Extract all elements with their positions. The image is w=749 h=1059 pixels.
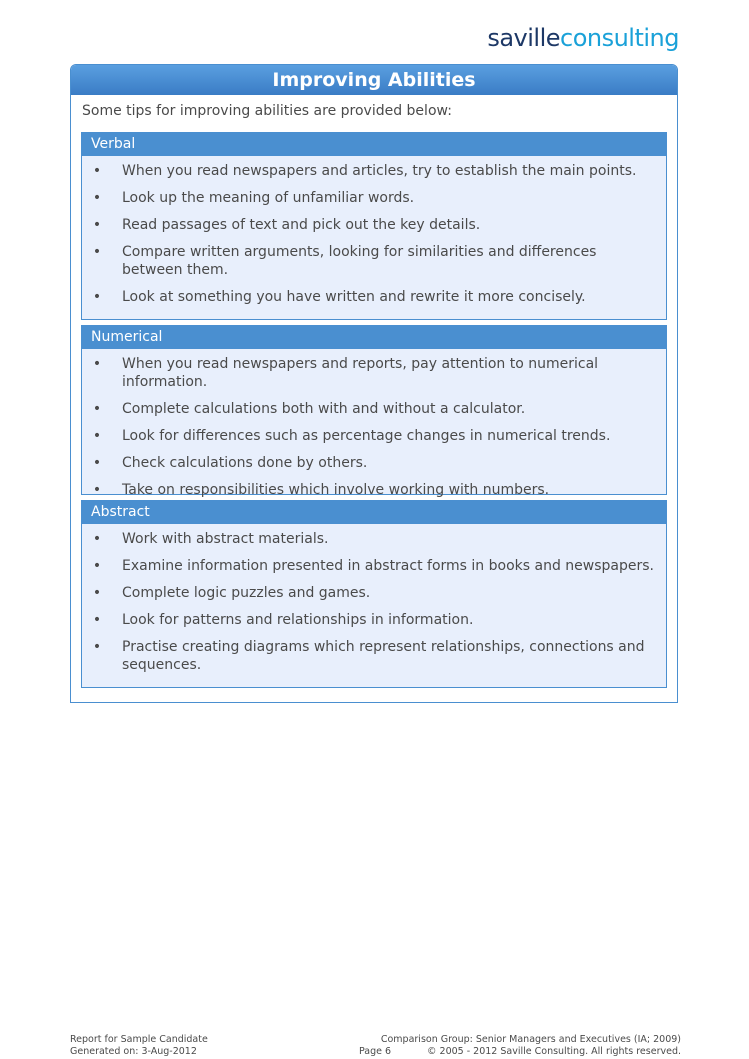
numerical-tips-list [82,349,666,507]
tip-text: Check calculations done by others. [122,455,368,471]
tip-text: Read passages of text and pick out the key details. [122,217,481,233]
bullet-icon: • [92,482,102,498]
improving-abilities-panel [70,64,678,703]
list-item [92,162,656,180]
saville-consulting-logo [487,24,679,52]
bullet-icon: • [92,163,102,179]
intro-text: Some tips for improving abilities are provided below: [82,103,452,119]
report-for-text: Report for Sample Candidate [70,1034,208,1045]
logo-text-consulting: consulting [560,24,679,52]
tip-text: Look up the meaning of unfamiliar words. [122,190,415,206]
tip-text: Examine information presented in abstract forms in books and newspapers. [122,558,654,574]
numerical-section [81,325,667,498]
tip-text: Take on responsibilities which involve working with numbers. [122,482,550,498]
tip-text: When you read newspapers and reports, pay attention to numerical information. [122,356,599,390]
verbal-section-header: Verbal [82,133,666,156]
tip-text: Look for patterns and relationships in information. [122,612,474,628]
list-item [92,427,656,445]
list-item [92,557,656,575]
comparison-group-text: Comparison Group: Senior Managers and Executives (IA; 2009) [380,1034,681,1045]
bullet-icon: • [92,401,102,417]
list-item [92,355,656,391]
footer-left [70,1034,208,1058]
bullet-icon: • [92,455,102,471]
numerical-section-header: Numerical [82,326,666,349]
abstract-section-header: Abstract [82,501,666,524]
tip-text: Practise creating diagrams which represent relationships, connections and sequences. [122,639,645,673]
logo-text-saville: saville [487,24,560,52]
tip-text: Look at something you have written and rewrite it more concisely. [122,289,586,305]
list-item [92,400,656,418]
bullet-icon: • [92,190,102,206]
bullet-icon: • [92,531,102,547]
bullet-icon: • [92,639,102,655]
list-item [92,243,656,279]
footer-right [381,1034,681,1058]
list-item [92,288,656,306]
tip-text: Complete calculations both with and without a calculator. [122,401,526,417]
panel-title: Improving Abilities [71,65,677,95]
copyright-text: © 2005 - 2012 Saville Consulting. All rights reserved. [427,1046,681,1057]
tip-text: When you read newspapers and articles, try to establish the main points. [122,163,637,179]
list-item [92,216,656,234]
bullet-icon: • [92,428,102,444]
tip-text: Work with abstract materials. [122,531,329,547]
bullet-icon: • [92,558,102,574]
verbal-section [81,132,667,320]
list-item [92,454,656,472]
abstract-section [81,500,667,688]
bullet-icon: • [92,217,102,233]
list-item [92,189,656,207]
list-item [92,481,656,499]
tip-text: Look for differences such as percentage changes in numerical trends. [122,428,611,444]
tip-text: Complete logic puzzles and games. [122,585,371,601]
bullet-icon: • [92,585,102,601]
bullet-icon: • [92,244,102,260]
list-item [92,638,656,674]
bullet-icon: • [92,289,102,305]
bullet-icon: • [92,356,102,372]
list-item [92,584,656,602]
list-item [92,530,656,548]
list-item [92,611,656,629]
abstract-tips-list [82,524,666,682]
bullet-icon: • [92,612,102,628]
tip-text: Compare written arguments, looking for similarities and differences between them. [122,244,597,278]
verbal-tips-list [82,156,666,314]
page-number: Page 6 [359,1046,392,1057]
generated-date-text: Generated on: 3-Aug-2012 [70,1046,197,1057]
